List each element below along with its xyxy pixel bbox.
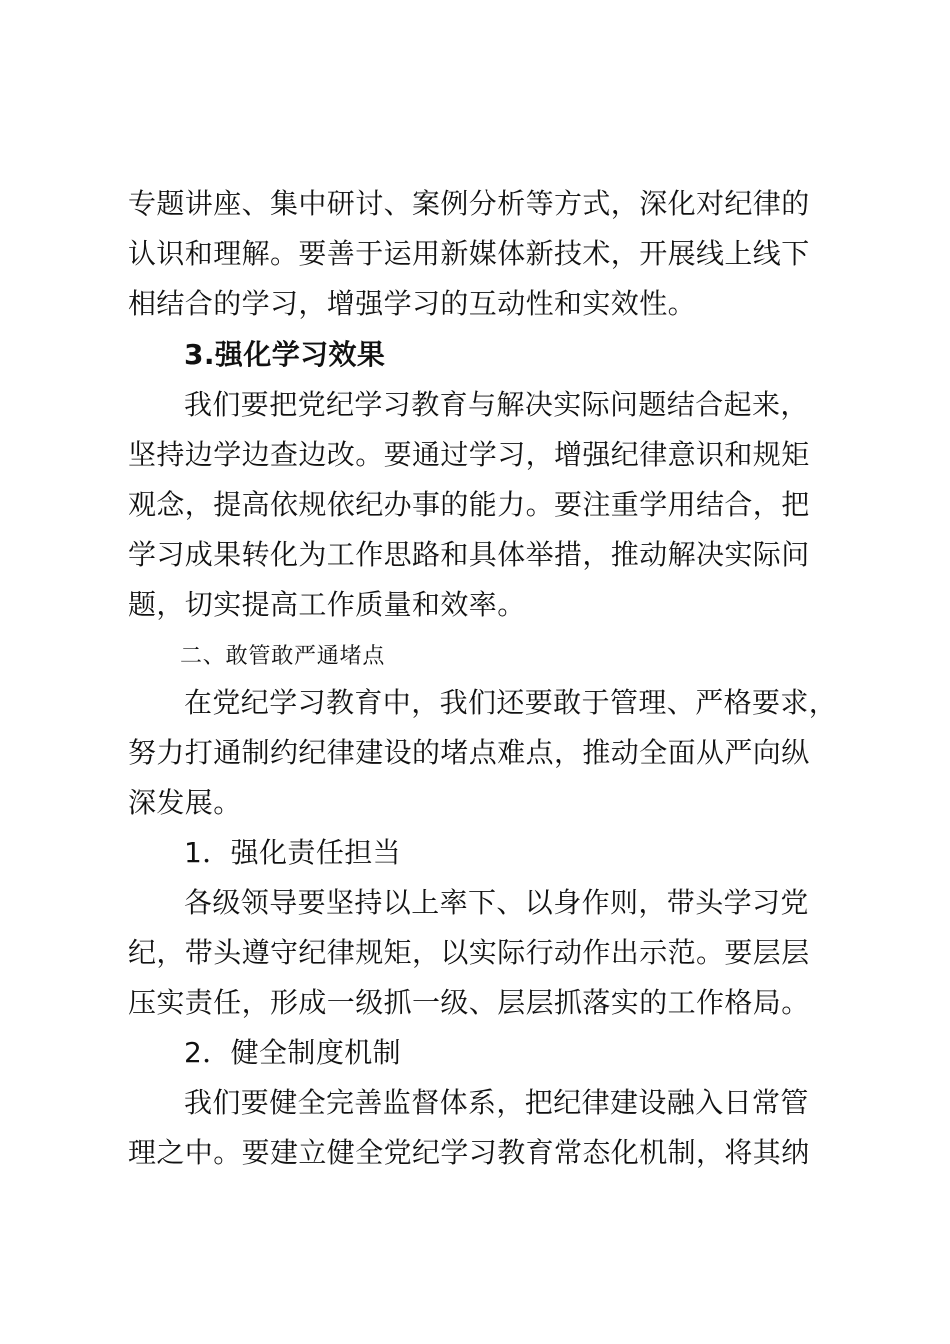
paragraph-line: 各级领导要坚持以上率下、以身作则，带头学习党 bbox=[184, 886, 809, 919]
paragraph-line: 认识和理解。要善于运用新媒体新技术，开展线上线下 bbox=[128, 237, 810, 270]
paragraph-line: 纪，带头遵守纪律规矩，以实际行动作出示范。要层层 bbox=[128, 936, 810, 969]
paragraph-line: 我们要把党纪学习教育与解决实际问题结合起来， bbox=[184, 388, 809, 421]
paragraph-line: 理之中。要建立健全党纪学习教育常态化机制，将其纳 bbox=[128, 1136, 810, 1169]
paragraph-line: 学习成果转化为工作思路和具体举措，推动解决实际问 bbox=[128, 538, 810, 571]
chapter-heading: 二、敢管敢严通堵点 bbox=[180, 644, 386, 669]
paragraph-line: 观念，提高依规依纪办事的能力。要注重学用结合，把 bbox=[128, 488, 810, 521]
paragraph-line: 压实责任，形成一级抓一级、层层抓落实的工作格局。 bbox=[128, 986, 810, 1019]
paragraph-line: 努力打通制约纪律建设的堵点难点，推动全面从严向纵 bbox=[128, 736, 810, 769]
paragraph-line: 题，切实提高工作质量和效率。 bbox=[128, 588, 526, 621]
paragraph-line: 坚持边学边查边改。要通过学习，增强纪律意识和规矩 bbox=[128, 438, 810, 471]
section-heading: 1．强化责任担当 bbox=[184, 836, 402, 869]
paragraph-line: 相结合的学习，增强学习的互动性和实效性。 bbox=[128, 287, 697, 320]
paragraph-line: 专题讲座、集中研讨、案例分析等方式，深化对纪律的 bbox=[128, 187, 810, 220]
paragraph-line: 我们要健全完善监督体系，把纪律建设融入日常管 bbox=[184, 1086, 809, 1119]
paragraph-line: 深发展。 bbox=[128, 786, 242, 819]
section-heading: 2．健全制度机制 bbox=[184, 1036, 402, 1069]
section-heading: 3.强化学习效果 bbox=[184, 338, 386, 371]
paragraph-line: 在党纪学习教育中，我们还要敢于管理、严格要求， bbox=[184, 686, 838, 719]
